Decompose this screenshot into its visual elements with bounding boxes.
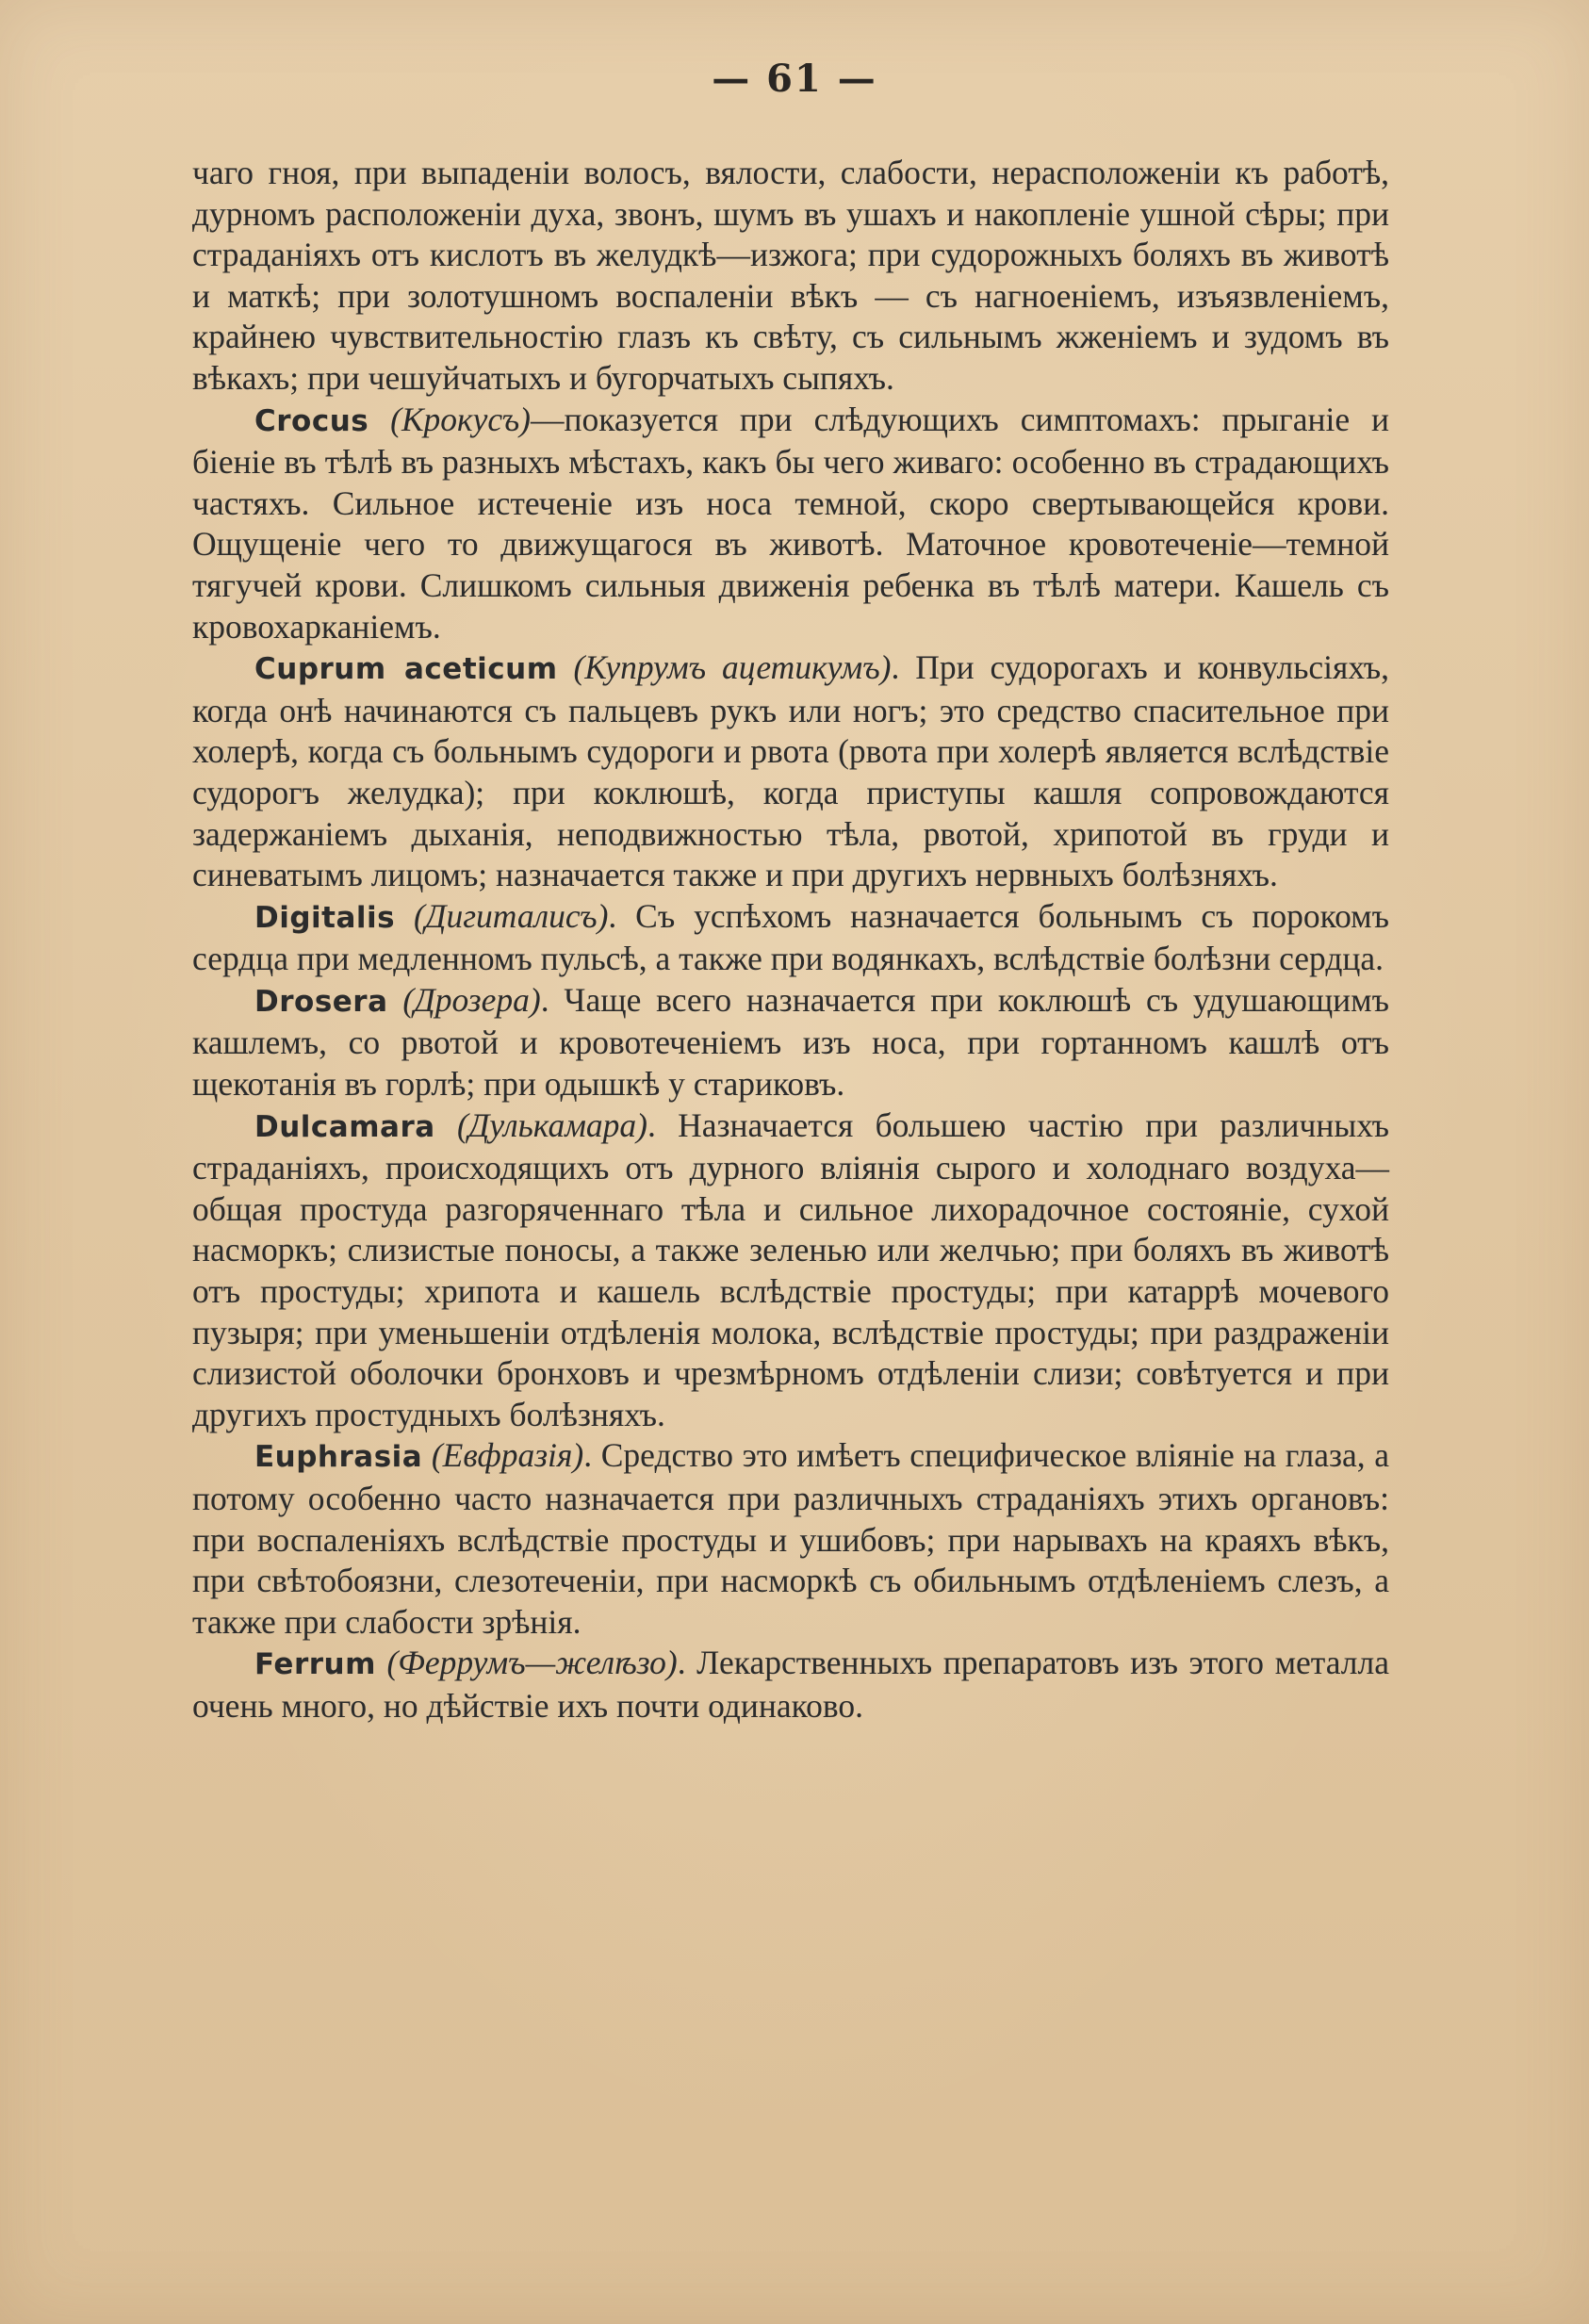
entry-cuprum-aceticum	[192, 647, 1389, 896]
entry-heading: Euphrasia	[254, 1440, 423, 1475]
page-body-text	[192, 153, 1389, 1727]
entry-heading: Cuprum aceticum	[254, 652, 558, 687]
paragraph-continuation	[192, 153, 1389, 400]
entry-euphrasia	[192, 1435, 1389, 1643]
entry-russian-name: (Евфразія)	[431, 1436, 584, 1475]
entry-text: . Средство это имѣетъ специфическое вліяніе на глаза, а потому особенно часто назначается при различныхъ страданіяхъ этихъ органовъ: при воспаленіяхъ вслѣдствіе простуды и ушибовъ; при нарывахъ на краяхъ вѣкъ, при свѣтобоязни, слезотеченіи, при насморкѣ съ обильнымъ отдѣленіемъ слезъ, а также при слабости зрѣнія.	[192, 1436, 1390, 1641]
entry-text: —показуется при слѣдующихъ симптомахъ: прыганіе и біеніе въ тѣлѣ въ разныхъ мѣстахъ, какъ бы чего живаго: особенно въ страдающихъ частяхъ. Сильное истеченіе изъ носа темной, скоро свертывающейся крови. Ощущеніе чего то движущагося въ животѣ. Маточное кровотеченіе—темной тягучей крови. Слишкомъ сильныя движенія ребенка въ тѣлѣ матери. Кашель съ кровохарканіемъ.	[192, 400, 1389, 646]
entry-heading: Drosera	[254, 984, 388, 1019]
entry-text: . Съ успѣхомъ назначается больнымъ съ порокомъ сердца при медленномъ пульсѣ, а также при водянкахъ, вслѣдствіе болѣзни сердца.	[192, 896, 1389, 978]
entry-russian-name: (Крокусъ)	[390, 400, 531, 438]
entry-russian-name: (Дулькамара)	[456, 1105, 647, 1144]
entry-heading: Digitalis	[254, 900, 396, 935]
entry-heading: Ferrum	[254, 1647, 376, 1682]
entry-text: . Чаще всего назначается при коклюшѣ съ удушающимъ кашлемъ, со рвотой и кровотеченіемъ изъ носа, при гортанномъ кашлѣ отъ щекотанія въ горлѣ; при одышкѣ у стариковъ.	[192, 980, 1389, 1104]
entry-drosera	[192, 980, 1389, 1105]
entry-dulcamara	[192, 1105, 1389, 1436]
entry-text: . Лекарственныхъ препаратовъ изъ этого металла очень много, но дѣйствіе ихъ почти одинаково.	[192, 1644, 1389, 1725]
entry-heading: Dulcamara	[254, 1109, 435, 1144]
page-number: — 61 —	[712, 57, 877, 101]
entry-russian-name: (Феррумъ—желѣзо)	[386, 1644, 678, 1682]
entry-text: . При судорогахъ и конвульсіяхъ, когда онѣ начинаются съ пальцевъ рукъ или ногъ; это средство спасительное при холерѣ, когда съ больнымъ судороги и рвота (рвота при холерѣ является вслѣдствіе судорогъ желудка); при коклюшѣ, когда приступы кашля сопровождаются задержаніемъ дыханія, неподвижностью тѣла, рвотой, хрипотой въ груди и синеватымъ лицомъ; назначается также и при другихъ нервныхъ болѣзняхъ.	[192, 648, 1390, 894]
entry-russian-name: (Дрозера)	[402, 980, 541, 1019]
entry-crocus	[192, 400, 1389, 648]
entry-text: . Назначается большею частію при различныхъ страданіяхъ, происходящихъ отъ дурного вліянія сырого и холоднаго воздуха—общая простуда разгоряченнаго тѣла и сильное лихорадочное состояніе, сухой насморкъ; слизистые поносы, а также зеленью или желчью; при боляхъ въ животѣ отъ простуды; хрипота и кашель вслѣдствіе простуды; при катаррѣ мочевого пузыря; при уменьшеніи отдѣленія молока, вслѣдствіе простуды; при раздраженіи слизистой оболочки бронховъ и чрезмѣрномъ отдѣленіи слизи; совѣтуется и при другихъ простудныхъ болѣзняхъ.	[192, 1105, 1389, 1433]
entry-digitalis	[192, 896, 1389, 980]
entry-heading: Crocus	[254, 403, 369, 438]
paragraph-text: чаго гноя, при выпаденіи волосъ, вялости, слабости, нерасположеніи къ работѣ, дурномъ расположеніи духа, звонъ, шумъ въ ушахъ и накопленіе ушной сѣры; при страданіяхъ отъ кислотъ въ желудкѣ—изжога; при судорожныхъ боляхъ въ животѣ и маткѣ; при золотушномъ воспаленіи вѣкъ — съ нагноеніемъ, изъязвленіемъ, крайнею чувствительностію глазъ къ свѣту, съ сильнымъ жженіемъ и зудомъ въ вѣкахъ; при чешуйчатыхъ и бугорчатыхъ сыпяхъ.	[192, 154, 1389, 397]
entry-russian-name: (Купрумъ ацетикумъ)	[573, 648, 892, 687]
entry-ferrum	[192, 1643, 1389, 1727]
entry-russian-name: (Дигиталисъ)	[414, 896, 609, 935]
